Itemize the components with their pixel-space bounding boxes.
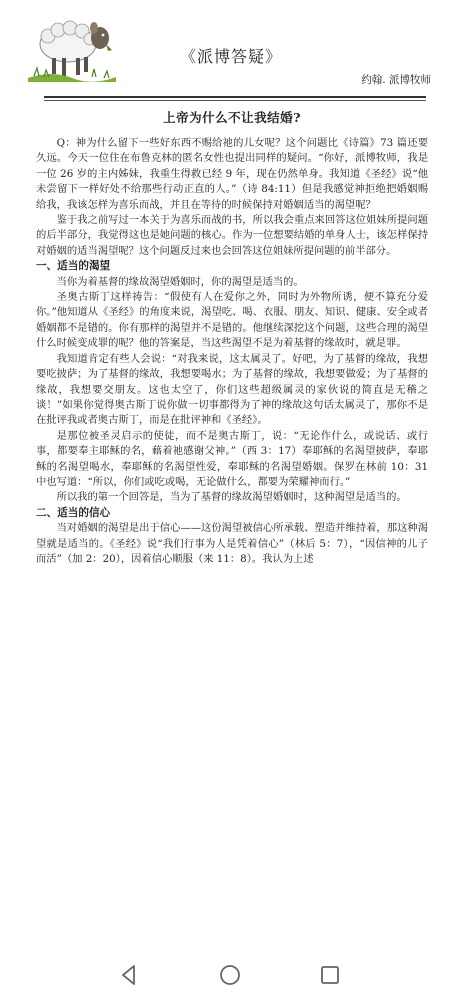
- header-divider-thin: [44, 100, 426, 101]
- system-navigation-bar: [0, 950, 461, 1000]
- paragraph: 我知道肯定有些人会说：“对我来说，这太属灵了。好吧，为了基督的缘故，我想要吃披萨；为了基督的缘故，我想要喝水；为了基督的缘故，我想要做爱；为了基督的缘故，我想要交朋友。这也太空了，你们这些超级属灵的家伙说的简直是无稽之谈！”如果你觉得奥古斯丁说你做一切事都得为了神的缘故这句话太属灵了，那你不是在批评我或者奥古斯丁，而是在批评神和《圣经》。: [36, 352, 428, 427]
- author-name: 约翰. 派博牧师: [361, 74, 431, 86]
- column-title: 《派博答疑》: [180, 47, 283, 66]
- article-body: [36, 104, 428, 567]
- paragraph: 是那位被圣灵启示的使徒，而不是奥古斯丁，说：“无论作什么，或说话、或行事，都要奉主耶稣的名，藉着祂感谢父神。”（西 3：17）奉耶稣的名渴望披萨，奉耶稣的名渴望喝水，奉耶稣的名渴望性爱，奉耶稣的名渴望婚姻。保罗在林前 10：31 中也写道：“所以，你们或吃或喝，无论做什么，都要为荣耀神而行。”: [36, 429, 428, 488]
- sheep-logo-icon: [22, 6, 118, 86]
- paragraph: 当你为着基督的缘故渴望婚姻时，你的渴望是适当的。: [56, 275, 304, 288]
- paragraph: 当对婚姻的渴望是出于信心——这份渴望被信心所承载、塑造并维持着，那这种渴望就是适当的。《圣经》说“我们行事为人是凭着信心”（林后 5：7），“因信神的儿子而活”（加 2：20），因着信心顺服（来 11：8）。我认为上述: [36, 522, 428, 565]
- paragraph: 圣奥古斯丁这样祷告：“假使有人在爱你之外，同时为外物所诱，便不算充分爱你。”他知道从《圣经》的角度来说，渴望吃、喝、衣服、朋友、知识、健康、安全或者婚姻都不是错的。你有那样的渴望并不是错的。他继续深挖这个问题，这些合理的渴望什么时候变成罪的呢？他的答案是，当这些渴望不是为着基督的缘故时，就是罪。: [36, 291, 428, 350]
- recent-apps-square-icon[interactable]: [318, 963, 342, 987]
- home-circle-icon[interactable]: [218, 963, 242, 987]
- paragraph: 鉴于我之前写过一本关于为喜乐而战的书，所以我会重点来回答这位姐妹所提问题的后半部分，我觉得这也是她问题的核心。作为一位想要结婚的单身人士，该怎样保持对婚姻的适当渴望呢？这个问题反过来也会回答这位姐妹所提问题的前半部分。: [36, 214, 428, 257]
- paragraph: 所以我的第一个回答是，当为了基督的缘故渴望婚姻时，这种渴望是适当的。: [56, 491, 407, 504]
- header-divider-thick: [44, 96, 426, 98]
- paragraph: Q：神为什么留下一些好东西不赐给祂的儿女呢？这个问题比《诗篇》73 篇还要久远。今天一位住在布鲁克林的匿名女性也提出同样的疑问。“你好，派博牧师，我是一位 26 岁的主内姊妹，我重生得救已经 9 年，现在仍然单身。我知道《圣经》说“他未尝留下一样好处不给那些行动正直的人。”（诗 84:11）但是我感觉神拒绝把婚姻赐给我，我该怎样为喜乐而战，并且在等待的时候保持对婚姻适当的渴望呢？: [36, 137, 428, 211]
- back-triangle-icon[interactable]: [117, 963, 141, 987]
- section-heading: 一、适当的渴望: [36, 260, 111, 273]
- section-heading: 二、适当的信心: [36, 506, 111, 519]
- article-title: 上帝为什么不让我结婚?: [163, 110, 301, 125]
- column-header: [0, 0, 461, 100]
